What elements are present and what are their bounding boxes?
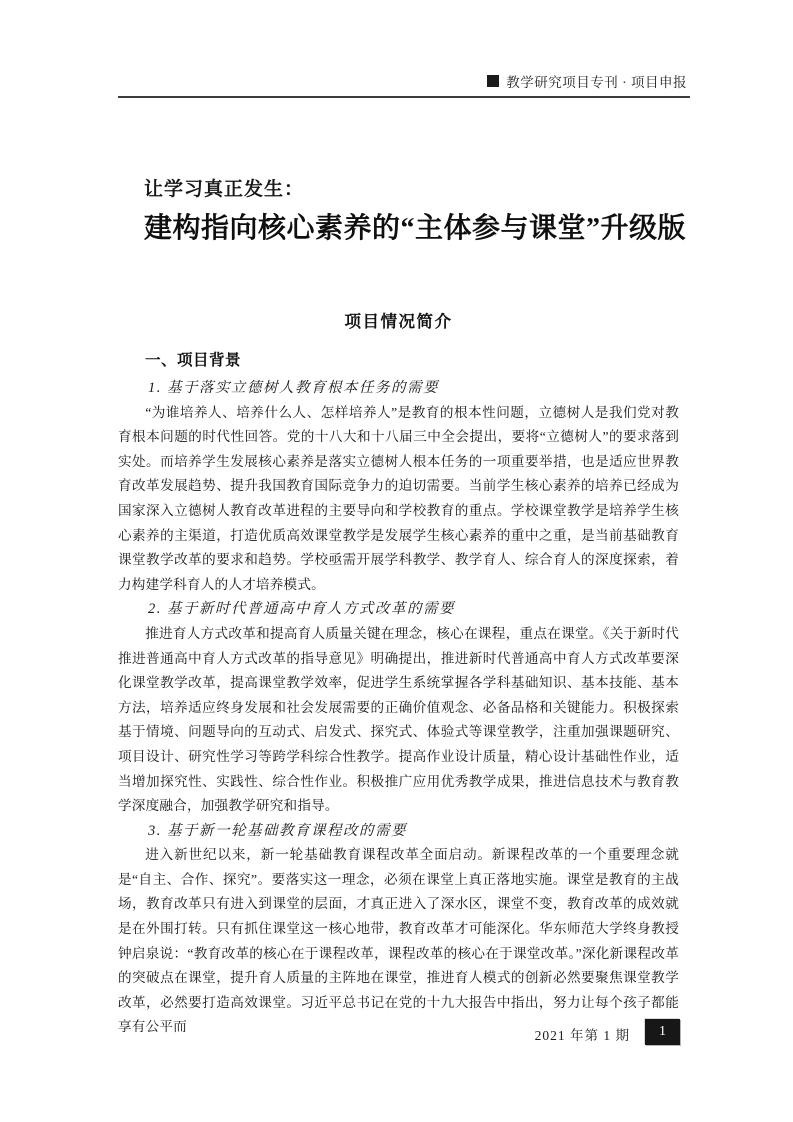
article-subtitle: 让学习真正发生： bbox=[144, 179, 305, 200]
running-header bbox=[487, 71, 687, 91]
journal-section-label: 教学研究项目专刊 · 项目申报 bbox=[506, 75, 687, 90]
paragraph-3: 进入新世纪以来，新一轮基础教育课程改革全面启动。新课程改革的一个重要理念就是“自主、合作、探究”。要落实这一理念，必须在课堂上真正落地实施。课堂是教育的主战场，教育改革只有进入到课堂的层面，才真正进入了深水区，课堂不变，教育改革的成效就是在外围打转。只有抓住课堂这一核心地带，教育改革才可能深化。华东师范大学终身教授钟启泉说：“教育改革的核心在于课程改革，课程改革的核心在于课堂改革。”深化新课程改革的突破点在课堂，提升育人质量的主阵地在课堂，推进育人模式的创新必然要聚焦课堂教学改革，必然要打造高效课堂。习近平总书记在党的十九大报告中指出，努力让每个孩子都能享有公平而 bbox=[118, 847, 679, 1035]
paragraph-1: “为谁培养人、培养什么人、怎样培养人”是教育的根本性问题，立德树人是我们党对教育根本问题的时代性回答。党的十八大和十八届三中全会提出，要将“立德树人”的要求落到实处。而培养学生发展核心素养是落实立德树人根本任务的一项重要举措，也是适应世界教育改革发展趋势、提升我国教育国际竞争力的迫切需要。当前学生核心素养的培养已经成为国家深入立德树人教育改革进程的主要导向和学校教育的重点。学校课堂教学是培养学生核心素养的主渠道，打造优质高效课堂教学是发展学生核心素养的重中之重，是当前基础教育课堂教学改革的要求和趋势。学校亟需开展学科教学、教学育人、综合育人的深度探索，着力构建学科育人的人才培养模式。 bbox=[118, 404, 679, 592]
footer-page-number bbox=[645, 1019, 680, 1045]
section-heading-background: 一、项目背景 bbox=[145, 352, 242, 369]
article-main-title: 建构指向核心素养的“主体参与课堂”升级版 bbox=[144, 213, 687, 244]
subsection-heading-2: 2. 基于新时代普通高中育人方式改革的需要 bbox=[148, 601, 455, 618]
article-body bbox=[118, 309, 679, 1040]
subsection-heading-1: 1. 基于落实立德树人教育根本任务的需要 bbox=[148, 380, 439, 396]
intro-heading: 项目情况简介 bbox=[344, 313, 453, 331]
black-square-icon bbox=[487, 75, 499, 87]
page-number-value: 1 bbox=[659, 1024, 666, 1039]
paragraph-2: 推进育人方式改革和提高育人质量关键在理念，核心在课程，重点在课堂。《关于新时代推进普通高中育人方式改革的指导意见》明确提出，推进新时代普通高中育人方式改革要深化课堂教学改革，提高课堂教学效率，促进学生系统掌握各学科基础知识、基本技能、基本方法，培养适应终身发展和社会发展需要的正确价值观念、必备品格和关键能力。积极探索基于情境、问题导向的互动式、启发式、探究式、体验式等课堂教学，注重加强课题研究、项目设计、研究性学习等跨学科综合性教学。提高作业设计质量，精心设计基础性作业，适当增加探究性、实践性、综合性作业。积极推广应用优秀教学成果，推进信息技术与教育教学深度融合，加强教学研究和指导。 bbox=[118, 625, 679, 814]
article-title-block bbox=[144, 176, 687, 248]
subsection-heading-3: 3. 基于新一轮基础教育课程改的需要 bbox=[148, 822, 407, 839]
footer-issue-label: 2021 年第 1 期 bbox=[534, 1028, 630, 1043]
header-rule bbox=[118, 96, 690, 98]
